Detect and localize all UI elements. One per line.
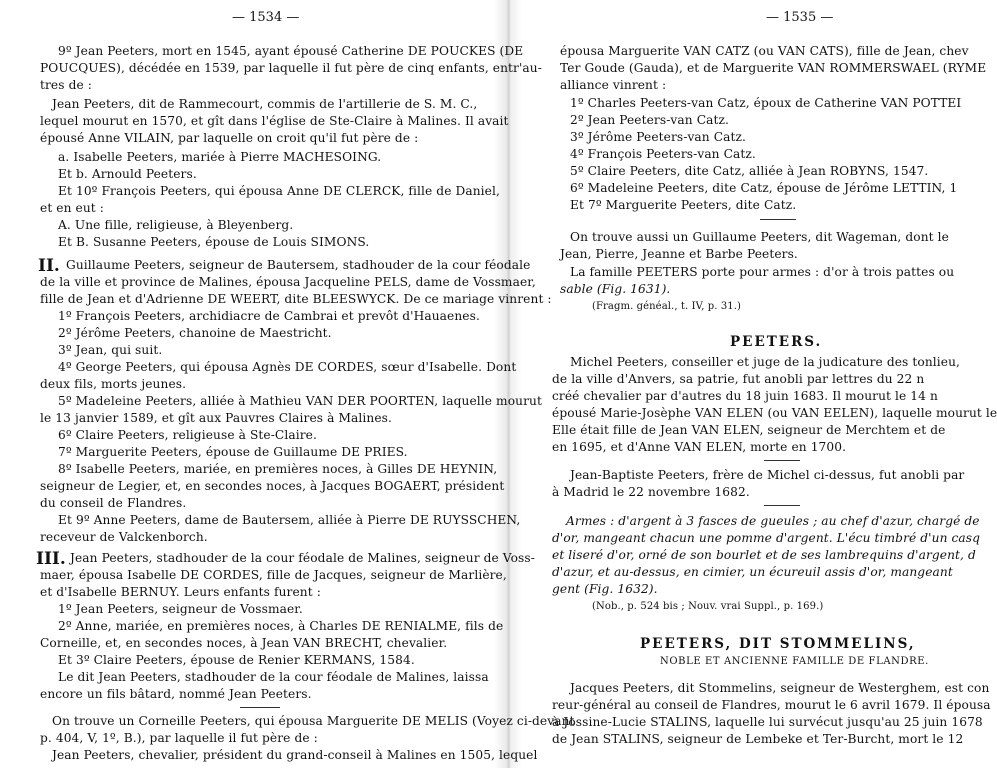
text-line: Jean Peeters, dit de Rammecourt, commis de l'artillerie de S. M. C., bbox=[52, 97, 478, 111]
text-line: alliance vinrent : bbox=[560, 78, 667, 92]
text-line: créé chevalier par d'autres du 18 juin 1683. Il mourut le 14 n bbox=[552, 389, 938, 403]
text-line: Et 7º Marguerite Peeters, dite Catz. bbox=[570, 198, 797, 212]
text-line: 2º Anne, mariée, en premières noces, à Charles DE RENIALME, fils de bbox=[58, 619, 504, 633]
text-line: On trouve aussi un Guillaume Peeters, dit Wageman, dont le bbox=[570, 230, 949, 244]
text-line: Le dit Jean Peeters, stadhouder de la cour féodale de Malines, laissa bbox=[58, 670, 489, 684]
section-rule bbox=[764, 460, 800, 461]
text-line: 1º Jean Peeters, seigneur de Vossmaer. bbox=[58, 602, 303, 616]
text-line: et d'Isabelle BERNUY. Leurs enfants furent : bbox=[40, 585, 321, 599]
text-line: Jacques Peeters, dit Stommelins, seigneur de Westerghem, est con bbox=[570, 681, 990, 695]
text-line: maer, épousa Isabelle DE CORDES, fille de Jacques, seigneur de Marlière, bbox=[40, 568, 507, 582]
text-line: 3º Jérôme Peeters-van Catz. bbox=[570, 130, 747, 144]
text-line: Et B. Susanne Peeters, épouse de Louis SIMONS. bbox=[58, 235, 370, 249]
text-line: et en eut : bbox=[40, 201, 104, 215]
text-line: p. 404, V, 1º, B.), par laquelle il fut père de : bbox=[40, 731, 318, 745]
text-line: Corneille, et, en secondes noces, à Jean VAN BRECHT, chevalier. bbox=[40, 636, 448, 650]
text-line: La famille PEETERS porte pour armes : d'or à trois pattes ou bbox=[570, 265, 955, 279]
text-line: POUCQUES), décédée en 1539, par laquelle il fut père de cinq enfants, entr'au- bbox=[40, 61, 542, 75]
text-line: 2º Jérôme Peeters, chanoine de Maestricht. bbox=[58, 326, 332, 340]
text-line: Jean Peeters, chevalier, président du grand-conseil à Malines en 1505, lequel bbox=[52, 748, 538, 762]
text-line: de la ville d'Anvers, sa patrie, fut anobli par lettres du 22 n bbox=[552, 372, 925, 386]
right-page bbox=[508, 0, 997, 768]
text-line: a. Isabelle Peeters, mariée à Pierre MACHESOING. bbox=[58, 150, 382, 164]
text-line: épousé Marie-Josèphe VAN ELEN (ou VAN EELEN), laquelle mourut le bbox=[552, 406, 997, 420]
text-line: de la ville et province de Malines, épousa Jacqueline PELS, dame de Vossmaer, bbox=[40, 275, 536, 289]
text-line: 6º Claire Peeters, religieuse à Ste-Claire. bbox=[58, 428, 317, 442]
section-rule bbox=[240, 707, 280, 708]
source-citation: (Nob., p. 524 bis ; Nouv. vrai Suppl., p. 169.) bbox=[592, 601, 824, 612]
text-line: tres de : bbox=[40, 78, 92, 92]
text-line: gent (Fig. 1632). bbox=[552, 582, 658, 596]
text-line: 8º Isabelle Peeters, mariée, en premières noces, à Gilles DE HEYNIN, bbox=[58, 462, 498, 476]
text-line: épousé Anne VILAIN, par laquelle on croit qu'il fut père de : bbox=[40, 131, 419, 145]
text-line: deux fils, morts jeunes. bbox=[40, 377, 187, 391]
text-line: d'or, mangeant chacun une pomme d'argent. L'écu timbré d'un casq bbox=[552, 531, 981, 545]
text-line: reur-général au conseil de Flandres, mourut le 6 avril 1679. Il épousa bbox=[552, 698, 991, 712]
text-line: Jean-Baptiste Peeters, frère de Michel ci-dessus, fut anobli par bbox=[570, 468, 965, 482]
text-line: 1º Charles Peeters-van Catz, époux de Catherine VAN POTTEI bbox=[570, 96, 962, 110]
text-line: seigneur de Legier, et, en secondes noces, à Jacques BOGAERT, président bbox=[40, 479, 505, 493]
text-line: 9º Jean Peeters, mort en 1545, ayant épousé Catherine DE POUCKES (DE bbox=[58, 44, 524, 58]
text-line: 2º Jean Peeters-van Catz. bbox=[570, 113, 729, 127]
text-line: Et 9º Anne Peeters, dame de Bautersem, alliée à Pierre DE RUYSSCHEN, bbox=[58, 513, 521, 527]
text-line: Jean Peeters, stadhouder de la cour féodale de Malines, seigneur de Voss- bbox=[70, 551, 535, 565]
text-line: 3º Jean, qui suit. bbox=[58, 343, 163, 357]
text-line: sable (Fig. 1631). bbox=[560, 282, 671, 296]
section-rule bbox=[764, 505, 800, 506]
text-line: le 13 janvier 1589, et gît aux Pauvres Claires à Malines. bbox=[40, 411, 392, 425]
roman-numeral-ii: II. bbox=[38, 256, 60, 276]
text-line: et liseré d'or, orné de son bourlet et de ses lambrequins d'argent, d bbox=[552, 548, 976, 562]
roman-numeral-iii: III. bbox=[36, 549, 66, 569]
text-line: en 1695, et d'Anne VAN ELEN, morte en 1700. bbox=[552, 440, 847, 454]
text-line: Guillaume Peeters, seigneur de Bautersem, stadhouder de la cour féodale bbox=[66, 258, 531, 272]
text-line: A. Une fille, religieuse, à Bleyenberg. bbox=[58, 218, 294, 232]
text-line: Jean, Pierre, Jeanne et Barbe Peeters. bbox=[560, 247, 798, 261]
section-subheading: NOBLE ET ANCIENNE FAMILLE DE FLANDRE. bbox=[660, 656, 929, 667]
text-line: Elle était fille de Jean VAN ELEN, seigneur de Merchtem et de bbox=[552, 423, 946, 437]
text-line: encore un fils bâtard, nommé Jean Peeters. bbox=[40, 687, 312, 701]
text-line: Et 3º Claire Peeters, épouse de Renier KERMANS, 1584. bbox=[58, 653, 415, 667]
left-page-number: — 1534 — bbox=[232, 10, 300, 25]
text-line: On trouve un Corneille Peeters, qui épousa Marguerite DE MELIS (Voyez ci-devant bbox=[52, 714, 575, 728]
text-line: 5º Claire Peeters, dite Catz, alliée à Jean ROBYNS, 1547. bbox=[570, 164, 929, 178]
text-line: fille de Jean et d'Adrienne DE WEERT, dite BLEESWYCK. De ce mariage vinrent : bbox=[40, 292, 552, 306]
section-rule bbox=[760, 219, 796, 220]
text-line: 4º François Peeters-van Catz. bbox=[570, 147, 756, 161]
text-line: 6º Madeleine Peeters, dite Catz, épouse de Jérôme LETTIN, 1 bbox=[570, 181, 958, 195]
section-heading-peeters: PEETERS. bbox=[730, 334, 823, 350]
text-line: lequel mourut en 1570, et gît dans l'église de Ste-Claire à Malines. Il avait bbox=[40, 114, 509, 128]
source-citation: (Fragm. généal., t. IV, p. 31.) bbox=[592, 301, 742, 312]
text-line: 7º Marguerite Peeters, épouse de Guillaume DE PRIES. bbox=[58, 445, 408, 459]
text-line: Et b. Arnould Peeters. bbox=[58, 167, 197, 181]
text-line: à Jossine-Lucie STALINS, laquelle lui survécut jusqu'au 25 juin 1678 bbox=[552, 715, 983, 729]
text-line: à Madrid le 22 novembre 1682. bbox=[552, 485, 750, 499]
text-line: receveur de Valckenborch. bbox=[40, 530, 208, 544]
text-line: Et 10º François Peeters, qui épousa Anne DE CLERCK, fille de Daniel, bbox=[58, 184, 500, 198]
text-line: de Jean STALINS, seigneur de Lembeke et Ter-Burcht, mort le 12 bbox=[552, 732, 964, 746]
right-page-number: — 1535 — bbox=[766, 10, 834, 25]
text-line: 5º Madeleine Peeters, alliée à Mathieu VAN DER POORTEN, laquelle mourut bbox=[58, 394, 542, 408]
text-line: d'azur, et au-dessus, en cimier, un écureuil assis d'or, mangeant bbox=[552, 565, 953, 579]
section-heading-stommelins: PEETERS, DIT STOMMELINS, bbox=[640, 636, 916, 652]
text-line: du conseil de Flandres. bbox=[40, 496, 187, 510]
text-line: 1º François Peeters, archidiacre de Cambrai et prevôt d'Hauaenes. bbox=[58, 309, 480, 323]
text-line: 4º George Peeters, qui épousa Agnès DE CORDES, sœur d'Isabelle. Dont bbox=[58, 360, 517, 374]
text-line: épousa Marguerite VAN CATZ (ou VAN CATS), fille de Jean, chev bbox=[560, 44, 969, 58]
text-line: Armes : d'argent à 3 fasces de gueules ; au chef d'azur, chargé de bbox=[566, 514, 980, 528]
text-line: Michel Peeters, conseiller et juge de la judicature des tonlieu, bbox=[570, 355, 961, 369]
text-line: Ter Goude (Gauda), et de Marguerite VAN ROMMERSWAEL (RYME bbox=[560, 61, 987, 75]
